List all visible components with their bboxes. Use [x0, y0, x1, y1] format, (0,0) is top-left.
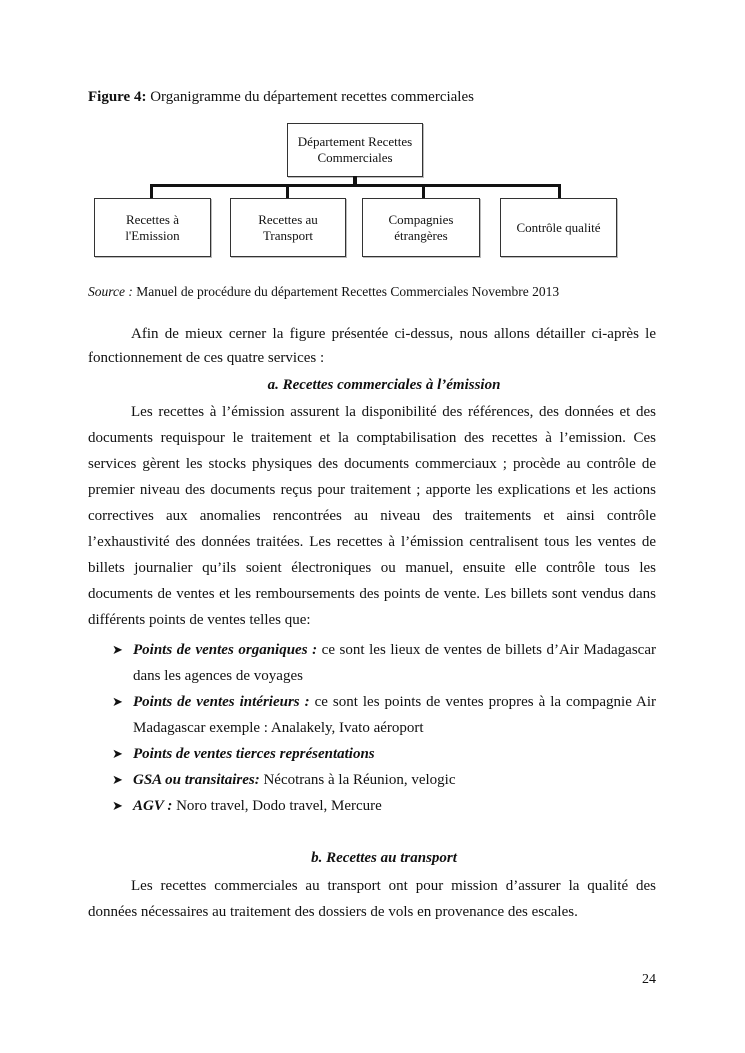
org-box-line: Transport [262, 227, 314, 243]
bullet-text: ce sont les points de ventes propres à la compagnie Air [309, 694, 656, 710]
bullet-continuation: Madagascar exemple : Analakely, Ivato aéroport [133, 720, 424, 736]
bullet-text: Nécotrans à la Réunion, velogic [259, 772, 456, 788]
org-box-line: l'Emission [125, 227, 180, 243]
org-root-line1: Département Recettes [297, 134, 413, 149]
paragraph-line: correctives aux anomalies rencontrées au niveau des traitements et ainsi contrôle [88, 508, 656, 524]
bullet-item [112, 689, 656, 715]
paragraph-line: différents points de ventes telles que: [88, 612, 311, 628]
figure-caption [88, 89, 474, 106]
connector-drop [286, 184, 289, 198]
arrow-bullet-icon: ➤ [112, 746, 123, 761]
bullet-item [112, 741, 656, 767]
bullet-term: Points de ventes organiques : [133, 642, 318, 658]
bullet-term: AGV : [133, 798, 173, 814]
arrow-bullet-icon: ➤ [112, 642, 123, 657]
figure-source [88, 284, 559, 300]
org-box-emission [94, 198, 211, 257]
paragraph-line: documents de ventes et les remboursements des points de vente. Les billets sont vendus dans [88, 586, 656, 602]
bullet-text: ce sont les lieux de ventes de billets d’Air Madagascar [317, 642, 656, 658]
figure-label: Figure 4: [88, 89, 147, 105]
org-box-line: Contrôle qualité [516, 219, 601, 235]
org-box-line: Compagnies [388, 211, 454, 227]
bullet-text: Noro travel, Dodo travel, Mercure [172, 798, 382, 814]
paragraph-line: données nécessaires au traitement des dossiers de vols en provenance des escales. [88, 904, 578, 920]
paragraph-line: l’exhaustivité des données traitées. Les recettes à l’émission centralisent tous les ventes de [88, 534, 656, 550]
arrow-bullet-icon: ➤ [112, 772, 123, 787]
connector-drop [422, 184, 425, 198]
bullet-item [112, 637, 656, 663]
org-box-controle [500, 198, 617, 257]
paragraph-line: billets journalier qu’ils soient électroniques ou manuel, ensuite elle contrôle tous les [88, 560, 656, 576]
bullet-continuation: dans les agences de voyages [133, 668, 303, 684]
org-box-line: Recettes au [258, 211, 318, 227]
paragraph-line: Les recettes commerciales au transport ont pour mission d’assurer la qualité des [131, 878, 656, 894]
paragraph-line: documents requispour le traitement et la comptabilisation des recettes à l’emission. Ces [88, 430, 656, 446]
page-number: 24 [642, 972, 656, 987]
paragraph-line: fonctionnement de ces quatre services : [88, 350, 325, 366]
bullet-term: GSA ou transitaires: [133, 772, 260, 788]
source-text: Manuel de procédure du département Recettes Commerciales Novembre 2013 [132, 284, 560, 299]
arrow-bullet-icon: ➤ [112, 798, 123, 813]
paragraph-line: premier niveau des documents reçus pour traitement ; apporte les explications et les actions [88, 482, 656, 498]
bullet-item [112, 767, 656, 793]
bullet-item [112, 793, 656, 819]
bullet-term: Points de ventes intérieurs : [133, 694, 310, 710]
org-root-box [287, 123, 423, 177]
org-root-line2: Commerciales [317, 150, 393, 165]
section-heading-a: a. Recettes commerciales à l’émission [267, 377, 501, 393]
connector-drop [558, 184, 561, 198]
org-box-line: Recettes à [125, 211, 180, 227]
paragraph-line: services gèrent les stocks physiques des documents commerciaux ; procède au contrôle de [88, 456, 656, 472]
paragraph-line: Les recettes à l’émission assurent la disponibilité des références, des données et des [131, 404, 656, 420]
connector-drop [150, 184, 153, 198]
org-box-transport [230, 198, 346, 257]
arrow-bullet-icon: ➤ [112, 694, 123, 709]
org-box-compagnies [362, 198, 480, 257]
connector-bar [150, 184, 561, 187]
source-label: Source : [88, 284, 133, 299]
figure-title: Organigramme du département recettes commerciales [146, 89, 474, 105]
bullet-term: Points de ventes tierces représentations [133, 746, 375, 762]
org-box-line: étrangères [394, 227, 448, 243]
section-heading-b: b. Recettes au transport [311, 850, 457, 866]
paragraph-line: Afin de mieux cerner la figure présentée ci-dessus, nous allons détailler ci-après le [131, 326, 656, 342]
